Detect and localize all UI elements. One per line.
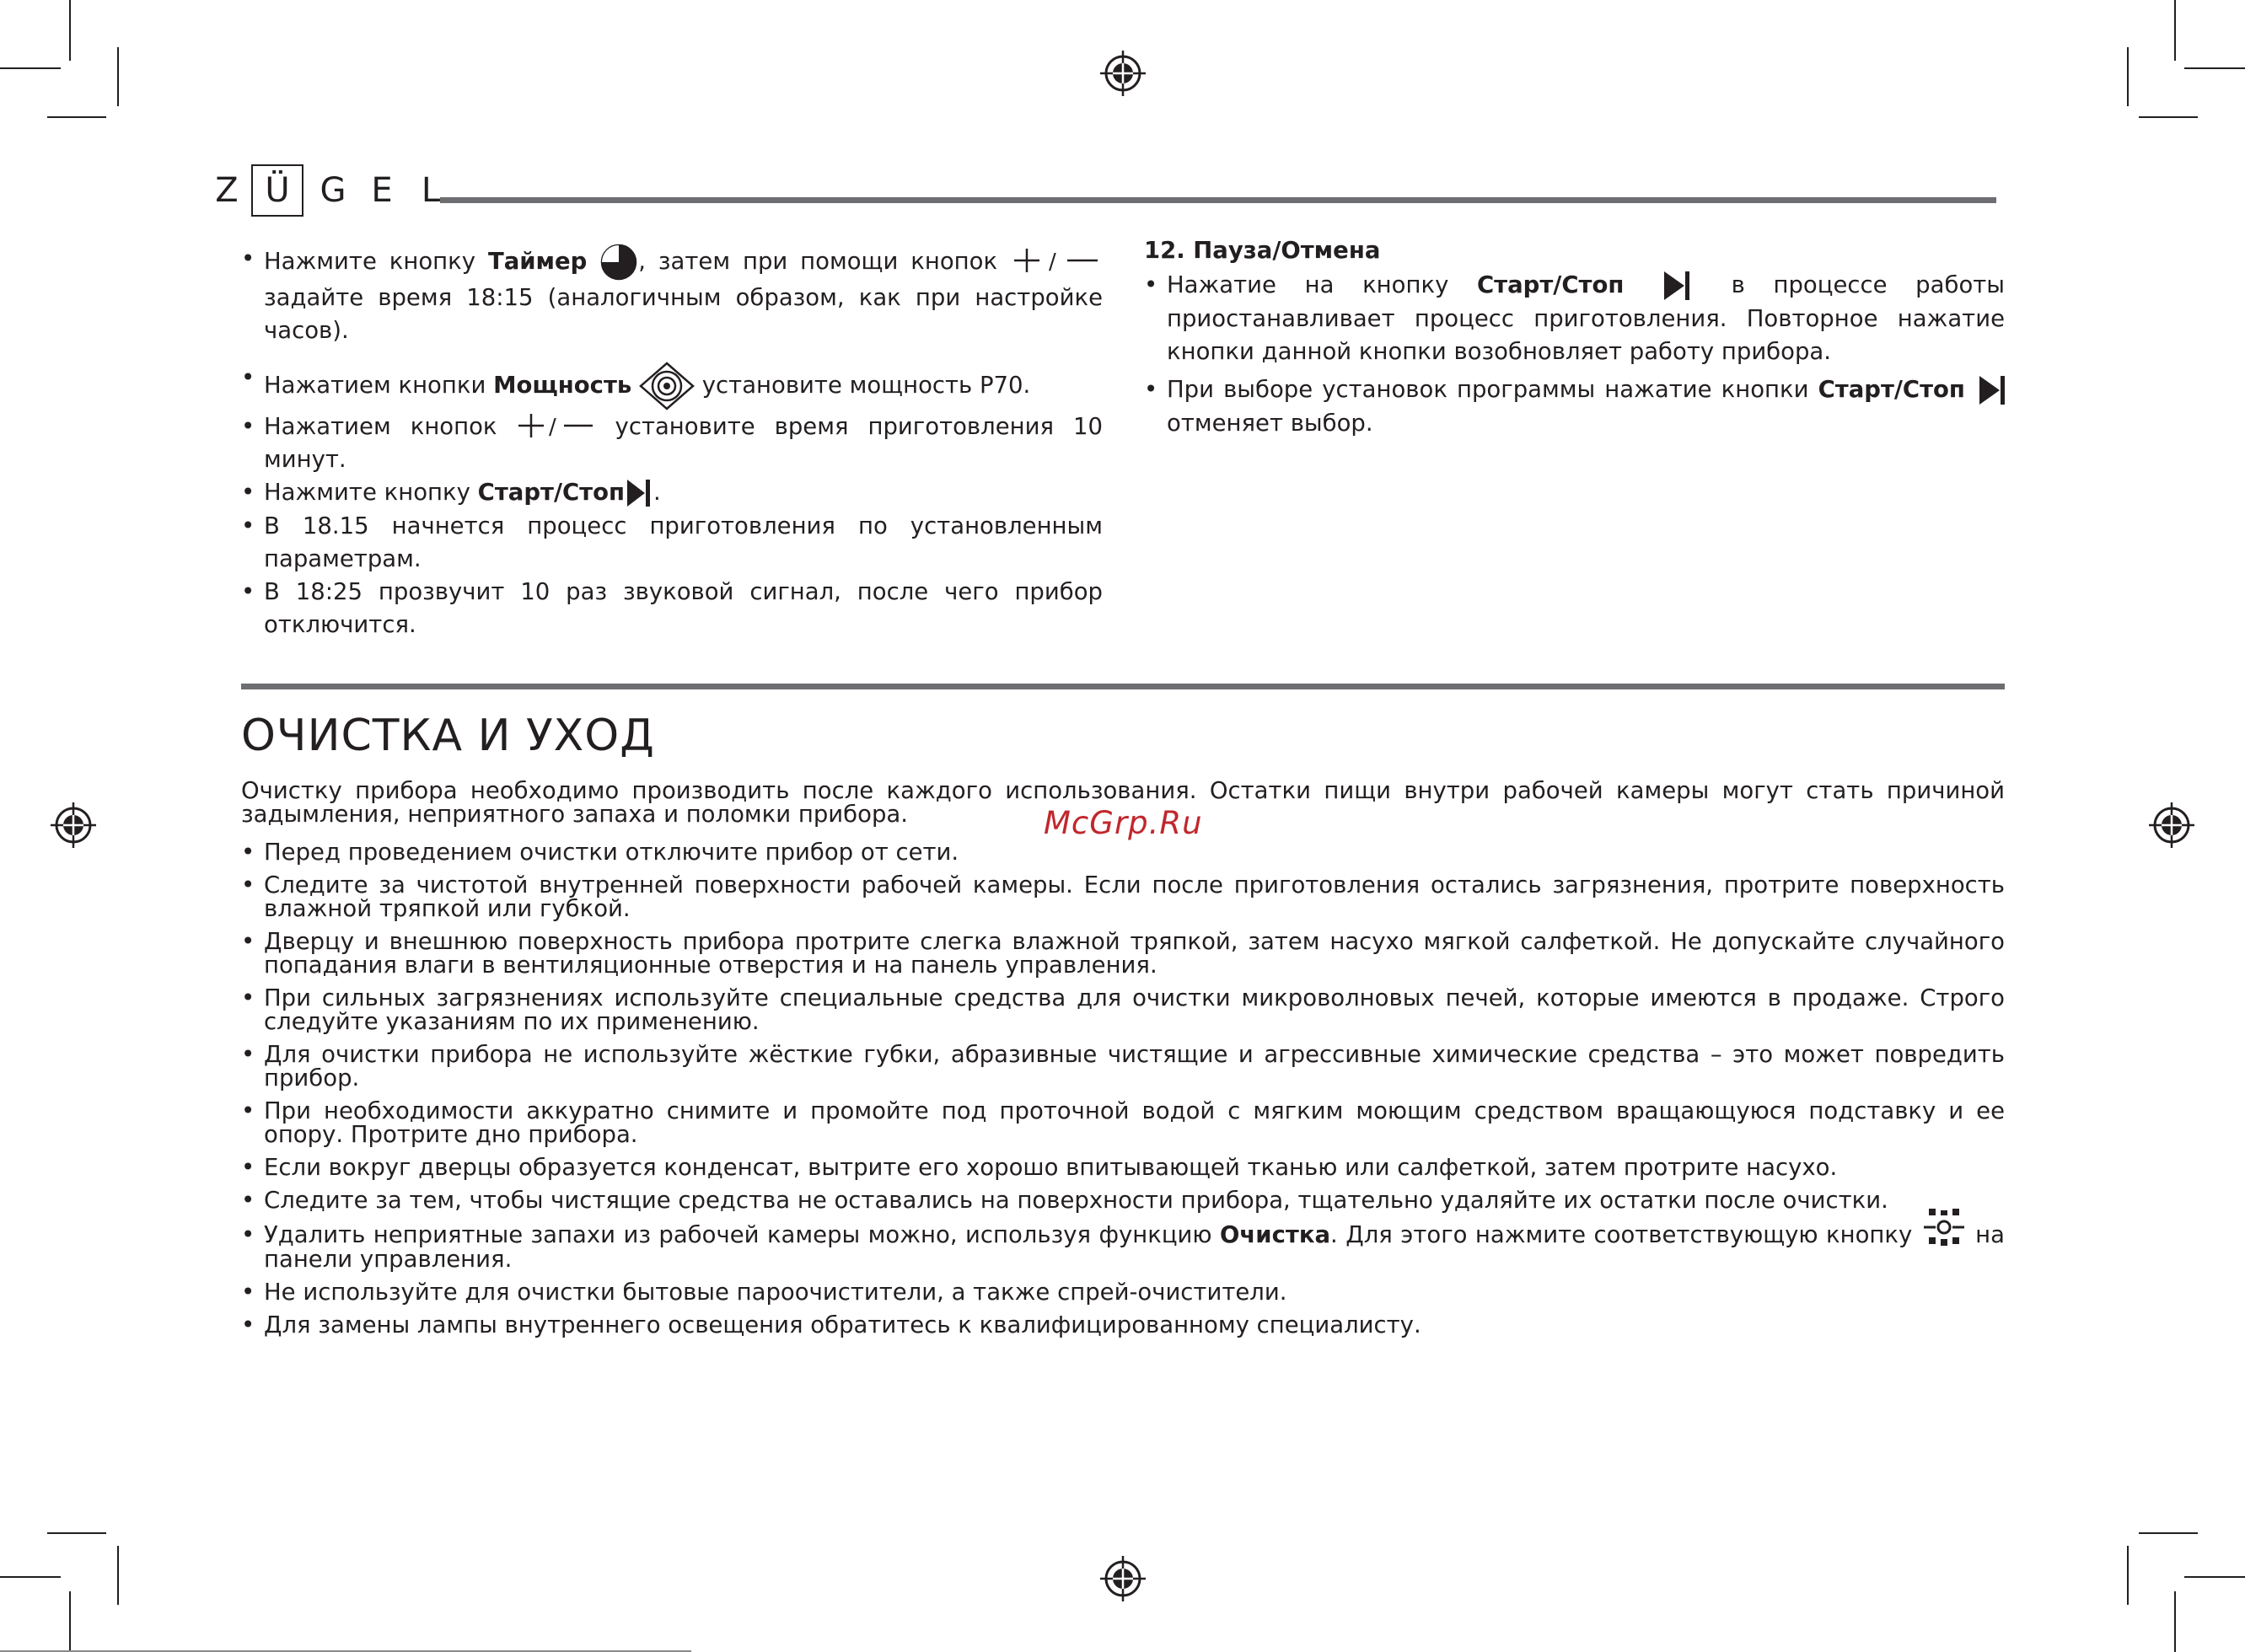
registration-mark-icon <box>51 802 96 848</box>
intro-paragraph: Очистку прибора необходимо производить после каждого использования. Остатки пищи внутри рабочей камеры могут стать причиной задымления, неприятного запаха и поломки прибора. <box>241 777 2005 828</box>
crop-mark <box>2184 67 2245 69</box>
logo-letter: E <box>371 171 393 210</box>
registration-mark-icon <box>1100 1556 1146 1601</box>
timer-icon <box>599 243 638 282</box>
list-item: • Не используйте для очистки бытовые пароочистители, а также спрей-очистители. <box>241 1280 2005 1304</box>
list-item: • При выборе установок программы нажатие кнопки Старт/Стоп отменяет выбор. <box>1144 373 2005 440</box>
power-level-icon <box>639 362 695 410</box>
logo-letter: L <box>421 171 441 210</box>
list-item: • В 18:25 прозвучит 10 раз звуковой сигнал, после чего прибор отключится. <box>241 576 1103 641</box>
crop-mark <box>0 67 61 69</box>
left-column <box>241 243 1103 641</box>
crop-mark <box>117 1546 119 1605</box>
crop-mark <box>2174 0 2176 61</box>
plus-minus-icon <box>1010 249 1103 276</box>
list-item: • Для очистки прибора не используйте жёсткие губки, абразивные чистящие и агрессивные химические средства – это может повредить прибор. <box>241 1043 2005 1090</box>
start-stop-icon <box>625 476 653 510</box>
section-title: ОЧИСТКА И УХОД <box>241 711 655 761</box>
list-item: • При необходимости аккуратно снимите и промойте под проточной водой с мягким моющим средством вращающуюся подставку и ее опору. Протрите дно прибора. <box>241 1099 2005 1146</box>
watermark-text: McGrp.Ru <box>1044 805 1203 841</box>
cleaning-function-icon <box>1920 1207 1968 1247</box>
brand-logo <box>202 165 455 216</box>
list-item: • Нажатием кнопок / установите время приготовления 10 минут. <box>241 410 1103 476</box>
start-stop-icon <box>1652 269 1703 303</box>
list-item: • Для замены лампы внутреннего освещения обратитесь к квалифицированному специалисту. <box>241 1313 2005 1337</box>
section-heading: 12. Пауза/Отмена <box>1144 237 1381 264</box>
start-stop-icon <box>1974 373 2005 407</box>
crop-mark <box>2139 1532 2198 1534</box>
crop-mark <box>0 1576 61 1578</box>
list-item: • Перед проведением очистки отключите прибор от сети. <box>241 840 2005 864</box>
list-item: • В 18.15 начнется процесс приготовления по установленным параметрам. <box>241 510 1103 576</box>
crop-mark <box>47 116 106 118</box>
list-item: • Нажмите кнопку Таймер , затем при помощи кнопок / задайте время 18:15 (аналогичным образом, как при настройке часов). <box>241 243 1103 347</box>
section-rule <box>241 684 2005 689</box>
crop-mark <box>69 1591 71 1652</box>
list-item: • Дверцу и внешнюю поверхность прибора протрите слегка влажной тряпкой, затем насухо мягкой салфеткой. Не допускайте случайного попадания влаги в вентиляционные отверстия и на панель управления. <box>241 930 2005 977</box>
logo-letter-boxed: Ü <box>251 164 303 217</box>
crop-mark <box>2174 1591 2176 1652</box>
svg-text:/: / <box>548 415 556 440</box>
list-item: • Следите за чистотой внутренней поверхности рабочей камеры. Если после приготовления остались загрязнения, протрите поверхность влажной тряпкой или губкой. <box>241 873 2005 920</box>
cleaning-section <box>241 779 2005 1337</box>
logo-letter: Z <box>215 171 239 210</box>
list-item: • При сильных загрязнениях используйте специальные средства для очистки микроволновых печей, которые имеются в продаже. Строго следуйте указаниям по их применению. <box>241 986 2005 1033</box>
list-item: • Следите за тем, чтобы чистящие средства не оставались на поверхности прибора, тщательно удаляйте их остатки после очистки. <box>241 1188 2005 1212</box>
crop-mark <box>117 47 119 106</box>
crop-mark <box>69 0 71 61</box>
crop-mark <box>2127 1546 2129 1605</box>
list-item: • Если вокруг дверцы образуется конденсат, вытрите его хорошо впитывающей тканью или салфеткой, затем протрите насухо. <box>241 1156 2005 1179</box>
registration-mark-icon <box>1100 51 1146 96</box>
list-item: • Нажатие на кнопку Старт/Стоп в процессе работы приостанавливает процесс приготовления. Повторное нажатие кнопки данной кнопки возобновляет работу прибора. <box>1144 269 2005 368</box>
crop-mark <box>2127 47 2129 106</box>
right-column <box>1144 234 2005 440</box>
list-item: • Удалить неприятные запахи из рабочей камеры можно, используя функцию Очистка. Для этого нажмите соответствующую кнопку на панели управления. <box>241 1223 2005 1271</box>
crop-mark <box>2184 1576 2245 1578</box>
list-item: • Нажмите кнопку Старт/Стоп . <box>241 476 1103 510</box>
crop-mark <box>47 1532 106 1534</box>
list-item: • Нажатием кнопки Мощность установите мощность P70. <box>241 362 1103 410</box>
header-rule <box>440 197 1996 203</box>
svg-text:/: / <box>1048 249 1056 275</box>
logo-letter: G <box>320 171 346 210</box>
crop-mark <box>2139 116 2198 118</box>
registration-mark-icon <box>2149 802 2194 848</box>
plus-minus-icon <box>517 414 596 441</box>
